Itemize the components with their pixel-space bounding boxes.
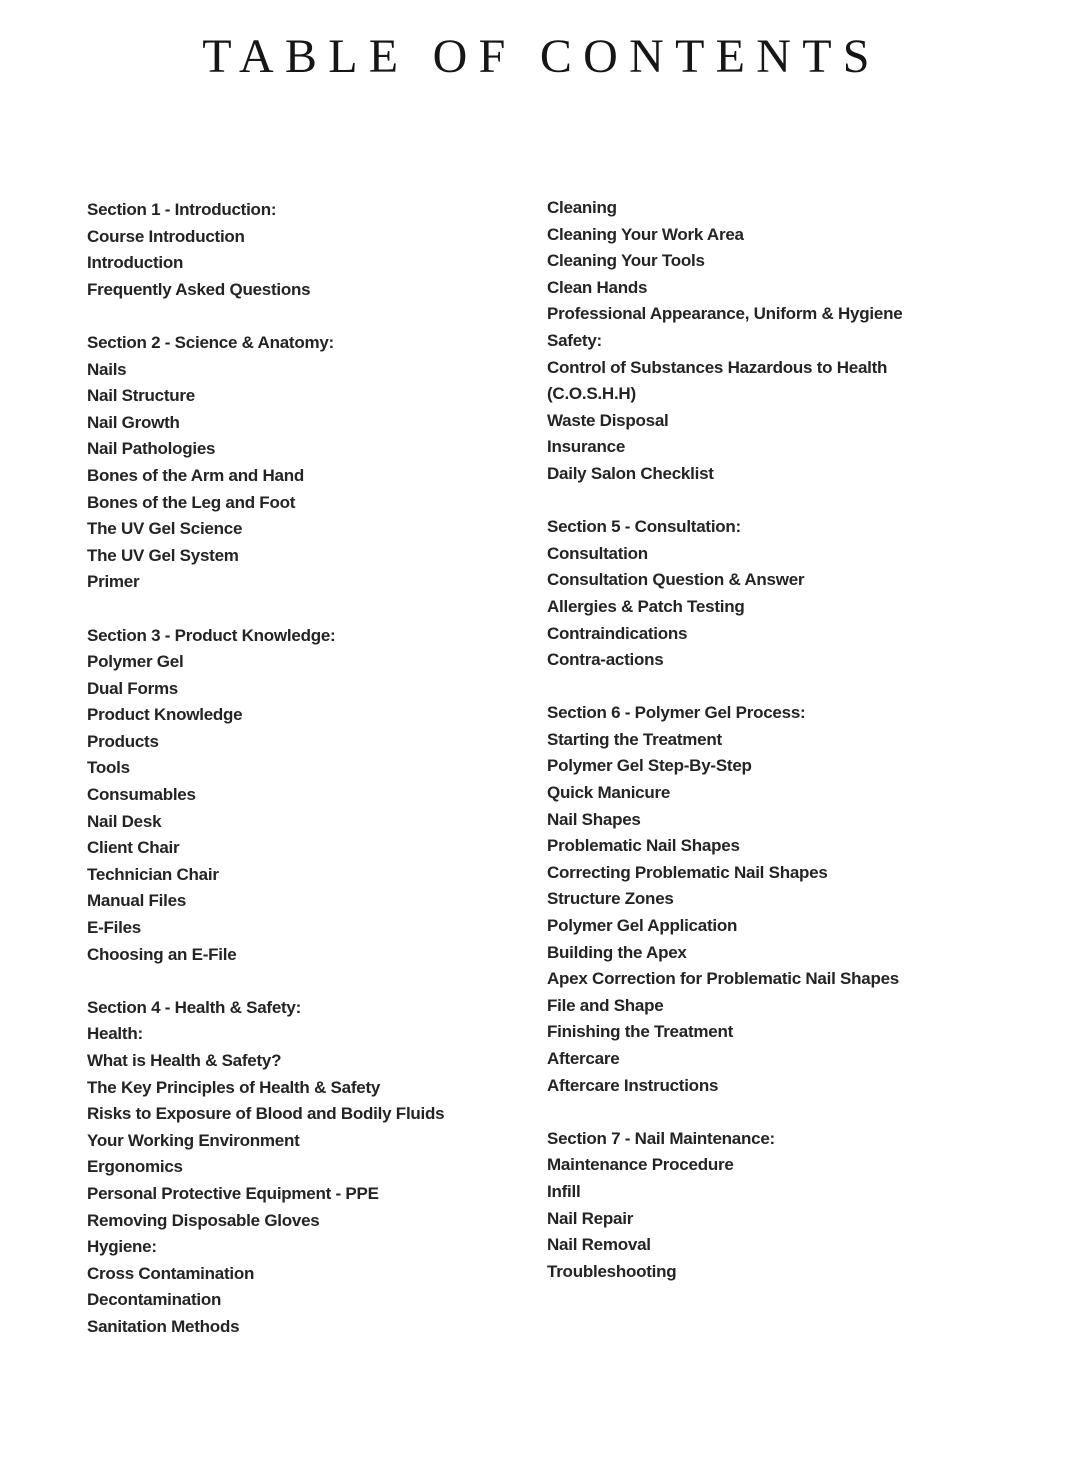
toc-entry: Correcting Problematic Nail Shapes [547,862,828,882]
toc-entry: Sanitation Methods [87,1316,240,1336]
toc-entry: Products [87,731,159,751]
toc-column-left [87,197,527,1341]
toc-entry: Hygiene: [87,1237,157,1257]
toc-entry: Troubleshooting [547,1261,677,1281]
toc-entry: Professional Appearance, Uniform & Hygiene [547,304,903,324]
toc-entry: The UV Gel System [87,545,239,565]
toc-entry: Contra-actions [547,650,664,670]
toc-entry: Frequently Asked Questions [87,279,311,299]
toc-entry: Finishing the Treatment [547,1022,733,1042]
toc-entry: Nail Shapes [547,809,641,829]
toc-entry: Risks to Exposure of Blood and Bodily Fluids [87,1104,445,1124]
toc-entry: Nail Growth [87,412,180,432]
toc-entry: Cleaning Your Work Area [547,224,744,244]
toc-group [87,197,527,303]
toc-entry: Daily Salon Checklist [547,463,714,483]
toc-section-heading: Section 1 - Introduction: [87,200,277,219]
toc-column-right [547,195,1017,1285]
toc-entry: Tools [87,758,130,778]
toc-group [87,623,527,969]
toc-entry: Bones of the Leg and Foot [87,492,296,512]
page-title: TABLE OF CONTENTS [202,30,881,83]
toc-entry: Maintenance Procedure [547,1155,734,1175]
toc-entry: Decontamination [87,1290,222,1310]
toc-entry: Contraindications [547,623,688,643]
toc-entry: Aftercare [547,1049,620,1068]
toc-entry: Cleaning Your Tools [547,251,705,271]
toc-entry: Consultation [547,543,648,563]
toc-entry: Product Knowledge [87,705,243,725]
toc-entry: The Key Principles of Health & Safety [87,1077,381,1097]
toc-section-heading: Section 3 - Product Knowledge: [87,625,336,645]
toc-section-heading: Section 5 - Consultation: [547,517,741,537]
toc-entry: Dual Forms [87,678,179,698]
toc-entry: Introduction [87,253,184,273]
toc-entry: Bones of the Arm and Hand [87,465,304,485]
toc-entry: Waste Disposal [547,410,669,430]
toc-entry: What is Health & Safety? [87,1051,282,1070]
toc-entry: Ergonomics [87,1157,183,1177]
toc-group [547,700,1017,1099]
toc-entry: Insurance [547,437,626,457]
toc-entry: Safety: [547,330,602,350]
toc-entry: Aftercare Instructions [547,1075,719,1095]
toc-section-heading: Section 7 - Nail Maintenance: [547,1128,775,1148]
toc-entry: Nail Desk [87,811,162,831]
toc-entry: Starting the Treatment [547,729,722,749]
toc-entry: Health: [87,1024,143,1044]
toc-entry: Removing Disposable Gloves [87,1210,320,1230]
toc-entry: Cross Contamination [87,1263,255,1283]
toc-entry: Personal Protective Equipment - PPE [87,1183,379,1203]
toc-entry: Choosing an E-File [87,944,237,964]
toc-entry: E-Files [87,918,141,938]
toc-section-heading: Section 2 - Science & Anatomy: [87,332,334,352]
toc-entry: Consumables [87,785,196,805]
toc-entry: Polymer Gel Step-By-Step [547,756,752,776]
toc-group [87,995,527,1341]
toc-entry: The UV Gel Science [87,519,243,539]
toc-group [547,514,1017,674]
toc-entry: Nail Pathologies [87,439,216,459]
toc-entry: Manual Files [87,891,187,911]
toc-group [547,195,1017,488]
toc-group [87,330,527,596]
toc-entry: Quick Manicure [547,783,671,803]
toc-entry: Your Working Environment [87,1130,300,1150]
toc-entry: Nail Removal [547,1235,651,1255]
toc-entry: Primer [87,572,140,592]
toc-entry: Apex Correction for Problematic Nail Shapes [547,969,900,989]
toc-entry: Consultation Question & Answer [547,570,805,590]
toc-section-heading: Section 4 - Health & Safety: [87,997,302,1017]
toc-entry: Clean Hands [547,277,648,297]
toc-entry: Polymer Gel Application [547,916,738,936]
toc-entry: File and Shape [547,995,664,1015]
toc-section-heading: Section 6 - Polymer Gel Process: [547,703,806,723]
toc-entry: Polymer Gel [87,652,184,672]
toc-entry: Technician Chair [87,864,219,884]
toc-entry: Nail Repair [547,1208,634,1228]
toc-entry: Structure Zones [547,889,674,909]
toc-entry: Cleaning [547,198,617,217]
toc-entry: Infill [547,1181,581,1201]
toc-entry: Course Introduction [87,226,245,246]
toc-entry: (C.O.S.H.H) [547,384,636,404]
toc-entry: Nail Structure [87,386,195,406]
toc-entry: Problematic Nail Shapes [547,836,740,856]
toc-entry: Client Chair [87,838,180,858]
toc-entry: Building the Apex [547,942,687,962]
toc-entry: Control of Substances Hazardous to Health [547,357,888,377]
toc-entry: Allergies & Patch Testing [547,596,745,616]
toc-entry: Nails [87,359,127,379]
toc-group [547,1126,1017,1286]
